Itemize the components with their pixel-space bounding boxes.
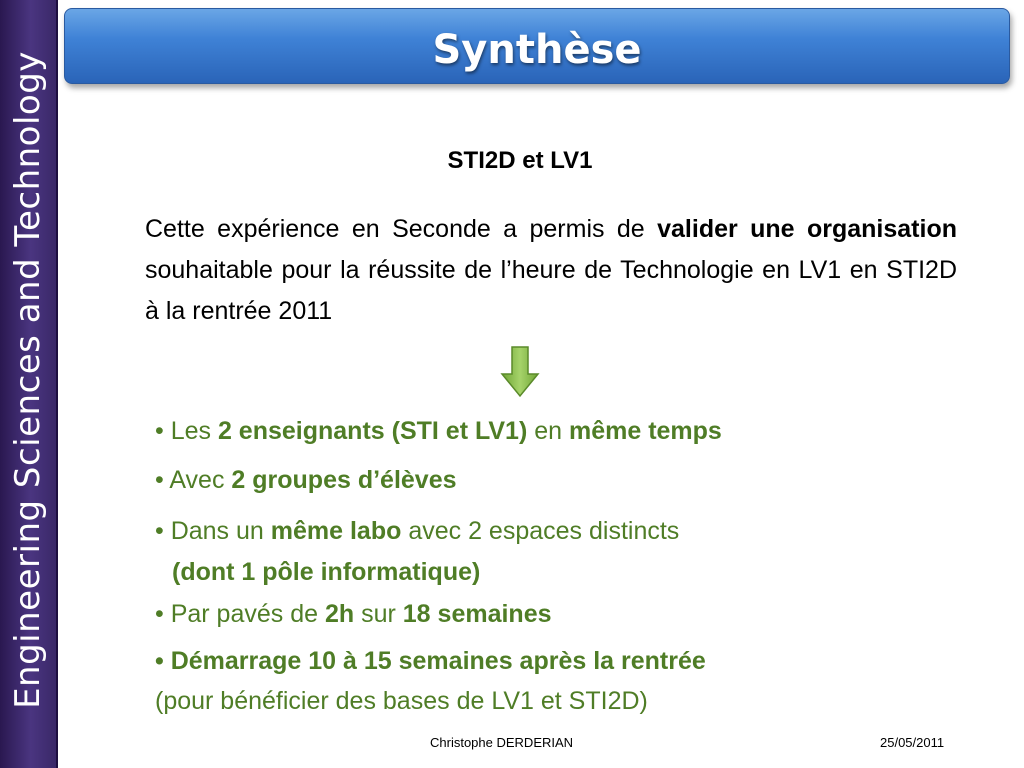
intro-paragraph xyxy=(145,209,957,332)
slide-subtitle: STI2D et LV1 xyxy=(447,147,593,174)
slide-title: Synthèse xyxy=(432,27,642,73)
intro-text-2: souhaitable pour la réussite de l’heure de Technologie en LV1 en STI2D à la rentrée 2011 xyxy=(145,256,957,325)
side-band-label: Engineering Sciences and Technology xyxy=(8,51,48,709)
bullet-1-text-1: • Les xyxy=(155,417,218,445)
side-band xyxy=(0,0,58,768)
bullet-groups xyxy=(155,466,457,495)
bullet-2-text-1: • Avec xyxy=(155,466,232,494)
bullet-3-text-2: avec 2 espaces distincts xyxy=(401,517,680,545)
bullet-4-bold-2: 18 semaines xyxy=(402,600,552,628)
bullet-lab xyxy=(155,517,679,546)
footer-author: Christophe DERDERIAN xyxy=(430,735,574,750)
bullet-2-bold-1: 2 groupes d’élèves xyxy=(231,466,457,494)
bullet-1-text-2: en xyxy=(527,417,569,445)
footer-date: 25/05/2011 xyxy=(880,735,945,750)
bullet-teachers xyxy=(155,417,722,446)
intro-bold: valider une organisation xyxy=(657,215,957,243)
bullet-3-text-1: • Dans un xyxy=(155,517,271,545)
title-bar xyxy=(64,8,1010,84)
bullet-4-bold-1: 2h xyxy=(324,600,355,628)
bullet-4-text-2: sur xyxy=(354,600,403,628)
bullet-lab-detail: (dont 1 pôle informatique) xyxy=(172,558,481,586)
bullet-4-text-1: • Par pavés de xyxy=(155,600,325,628)
down-arrow-icon xyxy=(500,346,540,398)
bullet-1-bold-2: même temps xyxy=(568,417,722,445)
intro-text-1: Cette expérience en Seconde a permis de xyxy=(145,215,658,243)
bullet-start: • Démarrage 10 à 15 semaines après la rentrée xyxy=(155,647,706,675)
bullet-start-detail: (pour bénéficier des bases de LV1 et STI2D) xyxy=(155,687,648,715)
bullet-1-bold-1: 2 enseignants (STI et LV1) xyxy=(217,417,528,445)
bullet-schedule xyxy=(155,600,552,629)
bullet-3-bold-1: même labo xyxy=(270,517,402,545)
